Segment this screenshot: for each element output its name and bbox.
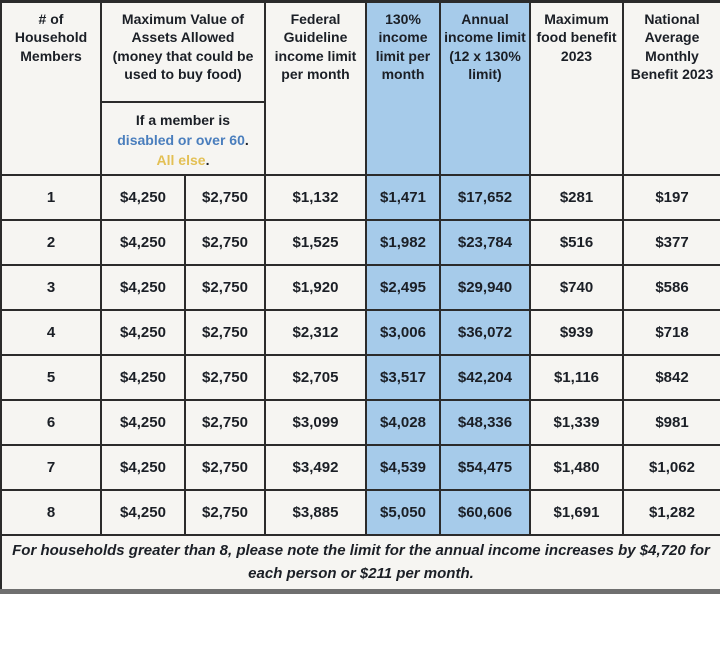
annual-income-cell: $36,072 [440, 310, 530, 355]
max-food-benefit-cell: $281 [530, 175, 623, 220]
household-size-cell: 4 [1, 310, 101, 355]
annual-income-cell: $23,784 [440, 220, 530, 265]
header-federal-guideline: Federal Guideline income limit per month [265, 2, 366, 176]
natl-avg-benefit-cell: $718 [623, 310, 720, 355]
natl-avg-benefit-cell: $586 [623, 265, 720, 310]
annual-income-cell: $54,475 [440, 445, 530, 490]
footer-note [1, 535, 720, 591]
max-food-benefit-cell: $740 [530, 265, 623, 310]
footer-note-row [1, 535, 720, 591]
max-food-benefit-cell: $1,339 [530, 400, 623, 445]
table-row [1, 265, 720, 310]
household-size-cell: 1 [1, 175, 101, 220]
asset-limit-disabled-cell: $4,250 [101, 265, 185, 310]
federal-guideline-cell: $3,492 [265, 445, 366, 490]
federal-guideline-cell: $1,132 [265, 175, 366, 220]
table-row [1, 175, 720, 220]
asset-limit-disabled-cell: $4,250 [101, 490, 185, 535]
header-assets-subnote [101, 102, 265, 176]
income-130pct-cell: $4,028 [366, 400, 440, 445]
income-130pct-cell: $5,050 [366, 490, 440, 535]
annual-income-cell: $29,940 [440, 265, 530, 310]
header-row-top [1, 2, 720, 102]
asset-limit-allelse-cell: $2,750 [185, 265, 265, 310]
household-size-cell: 3 [1, 265, 101, 310]
table-row [1, 490, 720, 535]
household-size-cell: 7 [1, 445, 101, 490]
federal-guideline-cell: $3,885 [265, 490, 366, 535]
income-130pct-cell: $3,006 [366, 310, 440, 355]
assets-subnote-period1: . [244, 131, 249, 148]
max-food-benefit-cell: $516 [530, 220, 623, 265]
header-assets-allowed: Maximum Value of Assets Allowed (money that could be used to buy food) [101, 2, 265, 102]
natl-avg-benefit-cell: $1,282 [623, 490, 720, 535]
asset-limit-allelse-cell: $2,750 [185, 490, 265, 535]
header-household-members: # of Household Members [1, 2, 101, 176]
asset-limit-disabled-cell: $4,250 [101, 175, 185, 220]
asset-limit-allelse-cell: $2,750 [185, 400, 265, 445]
federal-guideline-cell: $1,525 [265, 220, 366, 265]
max-food-benefit-cell: $1,116 [530, 355, 623, 400]
footer-note-text2: for each person or [248, 542, 710, 582]
federal-guideline-cell: $2,705 [265, 355, 366, 400]
natl-avg-benefit-cell: $377 [623, 220, 720, 265]
federal-guideline-cell: $3,099 [265, 400, 366, 445]
table-row [1, 220, 720, 265]
assets-subnote-allelse-line [105, 150, 261, 170]
asset-limit-disabled-cell: $4,250 [101, 400, 185, 445]
annual-income-cell: $17,652 [440, 175, 530, 220]
assets-subnote-intro: If a member is [135, 111, 231, 128]
max-food-benefit-cell: $939 [530, 310, 623, 355]
asset-limit-allelse-cell: $2,750 [185, 175, 265, 220]
table-row [1, 355, 720, 400]
annual-income-cell: $48,336 [440, 400, 530, 445]
asset-limit-disabled-cell: $4,250 [101, 445, 185, 490]
asset-limit-allelse-cell: $2,750 [185, 220, 265, 265]
max-food-benefit-cell: $1,691 [530, 490, 623, 535]
footer-note-bold2: $211 per month [359, 564, 470, 582]
annual-income-cell: $60,606 [440, 490, 530, 535]
household-size-cell: 8 [1, 490, 101, 535]
income-130pct-cell: $1,471 [366, 175, 440, 220]
max-food-benefit-cell: $1,480 [530, 445, 623, 490]
annual-income-cell: $42,204 [440, 355, 530, 400]
table-row [1, 400, 720, 445]
asset-limit-allelse-cell: $2,750 [185, 310, 265, 355]
asset-limit-disabled-cell: $4,250 [101, 310, 185, 355]
footer-note-text3: . [469, 564, 474, 582]
income-130pct-cell: $1,982 [366, 220, 440, 265]
header-annual-income-limit: Annual income limit (12 x 130% limit) [440, 2, 530, 176]
income-130pct-cell: $2,495 [366, 265, 440, 310]
income-130pct-cell: $3,517 [366, 355, 440, 400]
federal-guideline-cell: $1,920 [265, 265, 366, 310]
assets-subnote-allelse: All else [156, 152, 206, 169]
asset-limit-allelse-cell: $2,750 [185, 355, 265, 400]
natl-avg-benefit-cell: $197 [623, 175, 720, 220]
asset-limit-allelse-cell: $2,750 [185, 445, 265, 490]
natl-avg-benefit-cell: $842 [623, 355, 720, 400]
assets-subnote-period2: . [205, 152, 210, 169]
asset-limit-disabled-cell: $4,250 [101, 355, 185, 400]
asset-limit-disabled-cell: $4,250 [101, 220, 185, 265]
natl-avg-benefit-cell: $981 [623, 400, 720, 445]
footer-note-text1: For households greater than 8, please note the limit for the [12, 542, 436, 560]
header-130pct-income-limit: 130% income limit per month [366, 2, 440, 176]
header-national-average-benefit: National Average Monthly Benefit 2023 [623, 2, 720, 176]
assets-subnote-disabled-line [105, 130, 261, 150]
federal-guideline-cell: $2,312 [265, 310, 366, 355]
table-row [1, 310, 720, 355]
natl-avg-benefit-cell: $1,062 [623, 445, 720, 490]
footer-note-bold1: annual income increases by $4,720 [435, 542, 686, 560]
income-130pct-cell: $4,539 [366, 445, 440, 490]
header-max-food-benefit: Maximum food benefit 2023 [530, 2, 623, 176]
household-size-cell: 5 [1, 355, 101, 400]
household-size-cell: 6 [1, 400, 101, 445]
table-row [1, 445, 720, 490]
assets-subnote-disabled: disabled or over 60 [117, 131, 245, 148]
household-size-cell: 2 [1, 220, 101, 265]
